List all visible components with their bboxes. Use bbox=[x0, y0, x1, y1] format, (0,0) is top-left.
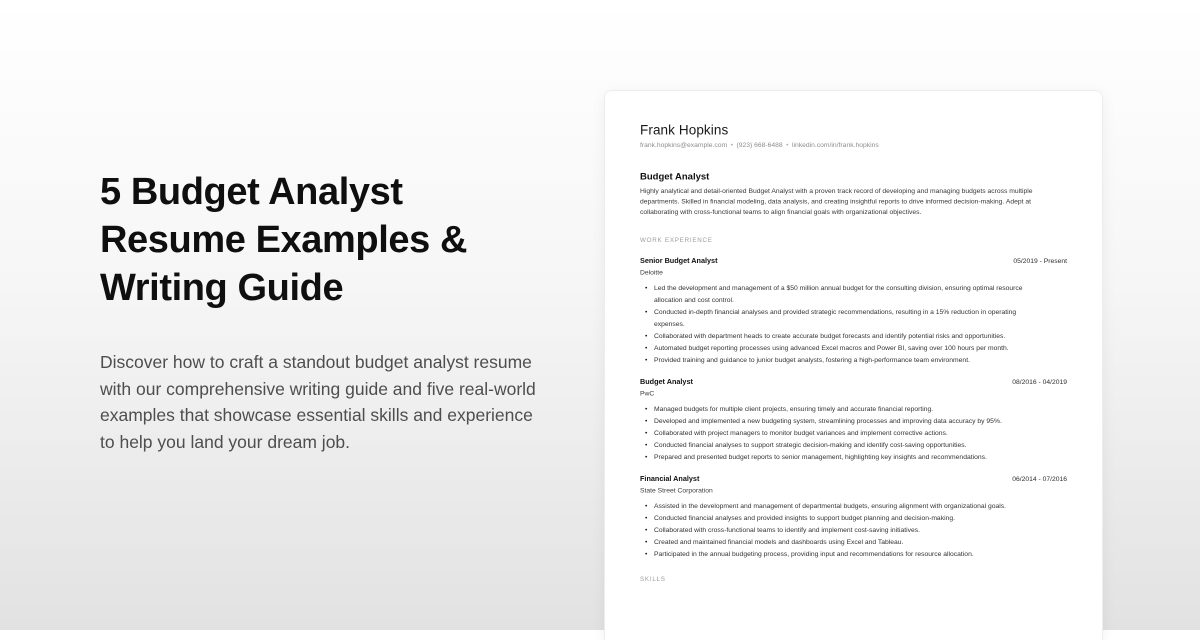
separator-dot: • bbox=[786, 141, 789, 149]
contact-email: frank.hopkins@example.com bbox=[640, 141, 728, 149]
resume-preview-card bbox=[604, 90, 1103, 640]
job-entry bbox=[640, 255, 1067, 366]
job-bullet: • Developed and implemented a new budgeting system, streamlining processes and improving data accuracy by 95%. bbox=[640, 415, 1040, 427]
job-company: PwC bbox=[640, 389, 655, 397]
job-header bbox=[640, 376, 1067, 388]
separator-dot: • bbox=[730, 141, 734, 149]
page-title: 5 Budget Analyst Resume Examples & Writing Guide bbox=[100, 171, 468, 309]
resume-contact-line bbox=[640, 141, 1067, 150]
job-title: Financial Analyst bbox=[640, 475, 700, 483]
job-bullet: • Assisted in the development and management of departmental budgets, ensuring alignment with organizational goals. bbox=[640, 500, 1040, 512]
job-header bbox=[640, 473, 1067, 485]
job-bullet: • Automated budget reporting processes using advanced Excel macros and Power BI, saving over 100 hours per month. bbox=[640, 342, 1040, 354]
job-bullet: • Conducted in-depth financial analyses and provided strategic recommendations, resulting in a 15% reduction in operating expenses. bbox=[640, 306, 1040, 330]
contact-phone: (923) 668-6488 bbox=[736, 141, 783, 149]
page-description: Discover how to craft a standout budget analyst resume with our comprehensive writing guide and five real-world examples that showcase essential skills and experience to help you land your dream job. bbox=[100, 352, 536, 452]
job-entry bbox=[640, 473, 1067, 560]
contact-linkedin: linkedin.com/in/frank.hopkins bbox=[792, 141, 879, 149]
job-bullet: • Provided training and guidance to junior budget analysts, fostering a high-performance team environment. bbox=[640, 354, 1040, 366]
job-bullet-list bbox=[640, 403, 1067, 463]
job-bullet: • Led the development and management of a $50 million annual budget for the consulting division, ensuring optimal resource allocation and cost control. bbox=[640, 282, 1040, 306]
job-company: Deloitte bbox=[640, 268, 663, 276]
job-bullet: • Collaborated with department heads to create accurate budget forecasts and identify potential risks and opportunities. bbox=[640, 330, 1040, 342]
job-bullet: • Managed budgets for multiple client projects, ensuring timely and accurate financial reporting. bbox=[640, 403, 1040, 415]
job-dates: 06/2014 - 07/2016 bbox=[1012, 475, 1067, 483]
job-bullet: • Collaborated with cross-functional teams to identify and implement cost-saving initiatives. bbox=[640, 524, 1040, 536]
section-label-work-experience: WORK EXPERIENCE bbox=[640, 236, 713, 244]
job-bullet: • Collaborated with project managers to monitor budget variances and implement corrective actions. bbox=[640, 427, 1040, 439]
job-header bbox=[640, 255, 1067, 267]
job-bullet: • Created and maintained financial models and dashboards using Excel and Tableau. bbox=[640, 536, 1040, 548]
job-bullet: • Conducted financial analyses to support strategic decision-making and identify cost-saving opportunities. bbox=[640, 439, 1040, 451]
job-bullet-list bbox=[640, 500, 1067, 560]
job-bullet: • Participated in the annual budgeting process, providing input and recommendations for resource allocation. bbox=[640, 548, 1040, 560]
job-bullet: • Prepared and presented budget reports to senior management, highlighting key insights and recommendations. bbox=[640, 451, 1040, 463]
job-bullet-list bbox=[640, 282, 1067, 366]
job-title: Senior Budget Analyst bbox=[640, 257, 718, 265]
resume-summary: Highly analytical and detail-oriented Budget Analyst with a proven track record of developing and managing budgets across multiple departments. Skilled in financial modeling, data analysis, and creating insightful reports to drive informed decision-making. Adept at collaborating with cross-functional teams to align financial goals with organizational objectives. bbox=[640, 187, 1033, 216]
hero-section bbox=[100, 168, 570, 455]
job-dates: 05/2019 - Present bbox=[1013, 257, 1067, 265]
job-title: Budget Analyst bbox=[640, 378, 693, 386]
resume-headline: Budget Analyst bbox=[640, 171, 710, 182]
job-company: State Street Corporation bbox=[640, 486, 713, 494]
resume-name: Frank Hopkins bbox=[640, 122, 729, 138]
job-entry bbox=[640, 376, 1067, 463]
section-label-skills: SKILLS bbox=[640, 575, 666, 583]
job-dates: 08/2016 - 04/2019 bbox=[1012, 378, 1067, 386]
job-bullet: • Conducted financial analyses and provided insights to support budget planning and decision-making. bbox=[640, 512, 1040, 524]
